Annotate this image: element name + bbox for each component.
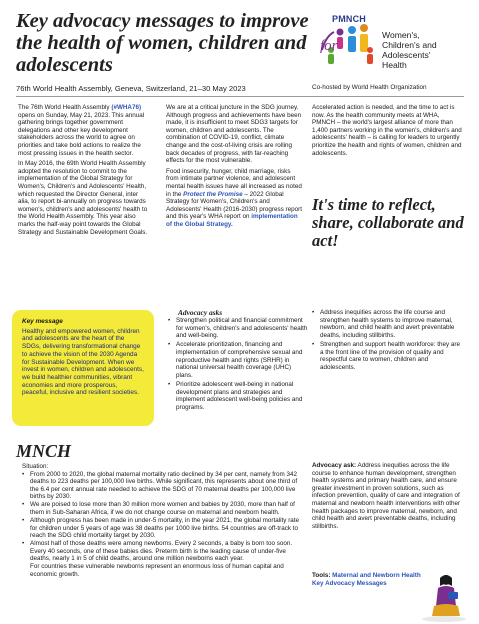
intro-paragraph-1: The 76th World Health Assembly (#WHA76) opens on Sunday, May 21, 2023. This annual gathering brings together government delegations and other key development stakeholders across the world to agree on priorities and take bold actions to realize the most pressing issues in the health sector. <box>18 104 145 157</box>
mnch-advocacy-ask <box>312 462 464 530</box>
mnh-messages-link[interactable]: Maternal and Newborn Health Key Advocacy Messages <box>312 572 421 587</box>
intro-paragraph-2: In May 2016, the 69th World Health Assembly adopted the resolution to commit to the implementation of the Global Strategy for Women's, Children's and Adolescents' Health, which requested the Director General, inter alia, to report bi-annually on progress towards women's, children's and adolescents' health to the World Health Assembly. This year also marks the half-way point towards the Global Strategy and Sustainable Development Goals. <box>18 160 148 236</box>
intro-column-2 <box>166 104 304 232</box>
advocacy-item: • Accelerate prioritization, financing and implementation of comprehensive sexual and reproductive health and rights (SRHR) in national universal health coverage (UHC) plans. <box>168 341 308 379</box>
sdg-paragraph: We are at a critical juncture in the SDG journey. Although progress and achievements have been made, it is insufficient to meet SDG3 targets for women, children and adolescents. The combination of COVID-19, conflict, climate change and the cost-of-living crisis are rolling back decades of progress, with far-reaching effects for the most vulnerable. <box>166 104 302 165</box>
situation-item: • Almost half of those deaths were among newborns. Every 2 seconds, a baby is born too soon. Every 40 seconds, one of these babies dies. Preterm birth is the leading cause of under-five deaths, nearly 1 in 5 of child deaths, around one million newborns each year. <box>22 540 302 563</box>
mnch-heading: MNCH <box>16 441 72 461</box>
situation-item: • We are poised to lose more than 30 million more women and babies by 2030, more than half of them in Sub-Saharan Africa, if we do not change course on maternal and newborn health. <box>22 501 302 516</box>
logo-tagline: Women's, Children's and Adolescents' Health <box>382 30 437 70</box>
report-paragraph: Food insecurity, hunger, child marriage, risks from intimate partner violence, and adolescent mental health issues have all increased as noted in the Protect the Promise – 2022 Global Strategy for Women's, Children's and Adolescents' Health (2016-2030) progress report and this year's WHA report on implementation of the Global Strategy. <box>166 167 302 228</box>
wha76-hashtag-link[interactable]: (#WHA76) <box>111 104 142 111</box>
action-paragraph: Accelerated action is needed, and the time to act is now. As the health community meets at WHA, PMNCH – the world's largest alliance of more than 1,400 partners working in the women's, children's and adolescents' health – is calling for leaders to urgently prioritize the health and rights of women, children and adolescents. <box>312 104 462 157</box>
logo-for: for <box>320 38 338 54</box>
mnch-situation <box>22 463 302 578</box>
woman-figure-icon <box>418 570 470 622</box>
header-divider <box>16 96 464 97</box>
advocacy-item: • Strengthen political and financial commitment for women's, children's and adolescents' health and well-being. <box>168 317 308 340</box>
pmnch-logo <box>318 10 468 74</box>
mnch-tools <box>312 572 430 587</box>
key-message-heading: Key message <box>22 318 63 325</box>
event-subtitle: 76th World Health Assembly, Geneva, Switzerland, 21–30 May 2023 <box>16 84 246 93</box>
intro-column-3 <box>312 104 462 160</box>
situation-label: Situation: <box>22 463 49 470</box>
advocacy-asks-heading: Advocacy asks <box>178 308 223 317</box>
page-title: Key advocacy messages to improve the health of women, children and adolescents <box>16 10 309 76</box>
logo-brand: PMNCH <box>332 14 366 24</box>
advocacy-list-right <box>312 309 462 373</box>
situation-footnote: For countries these vulnerable newborns represent an enormous loss of human capital and economic growth. <box>30 563 284 578</box>
advocacy-item: • Prioritize adolescent well-being in national development plans and strategies and implement adolescent well-being policies and programs. <box>168 381 308 411</box>
situation-item: • From 2000 to 2020, the global maternal mortality ratio declined by 34 per cent, namely from 342 deaths to 223 deaths per 100,000 live births. While significant, this represents about one third of the 6.4 per cent annual rate needed to achieve the SDG of 70 maternal deaths per 100,000 live births by 2030. <box>22 471 302 501</box>
tools-label: Tools: <box>312 572 331 579</box>
global-strategy-link[interactable]: implementation of the Global Strategy. <box>166 213 298 228</box>
advocacy-list-left <box>168 317 308 413</box>
ask-label: Advocacy ask: <box>312 462 357 469</box>
cohost-line: Co-hosted by World Health Organization <box>312 84 427 91</box>
key-message-body: Healthy and empowered women, children and adolescents are the heart of the SDGs, delivering transformational change to achieve the vision of the 2030 Agenda for Sustainable Development. When we invest in women, children and adolescents, we build healthier communities, vibrant economies and more prosperous, peaceful, inclusive and resilient societies. <box>22 327 144 397</box>
advocacy-item: • Address inequities across the life course and strengthen health systems to improve maternal, newborn, and child health and avert preventable deaths, including stillbirths. <box>312 309 462 339</box>
protect-the-promise-link[interactable]: Protect the Promise <box>183 190 243 198</box>
callout-heading: It's time to reflect, share, collaborate and act! <box>312 195 464 250</box>
key-message-box <box>12 310 154 426</box>
ask-body: Address inequities across the life course to enhance human development, strengthen health systems and primary health care, and ensure greater investment in proven solutions, such as infection prevention, quality of care and integration of maternal and newborn health interventions with other health packages to improve maternal, newborn, and child health and avert preventable deaths, including stillbirths. <box>312 462 461 530</box>
situation-item: • Although progress has been made in under-5 mortality, in the year 2021, the global mortality rate for children under 5 years of age was 38 deaths per 1000 live births. 54 countries are off-track to reach the SDG child mortality target by 2030. <box>22 517 302 540</box>
advocacy-item: • Strengthen and support health workforce: they are a the front line of the provision of quality and respectful care to women, children and adolescents. <box>312 341 462 371</box>
intro-column-1 <box>18 104 150 239</box>
